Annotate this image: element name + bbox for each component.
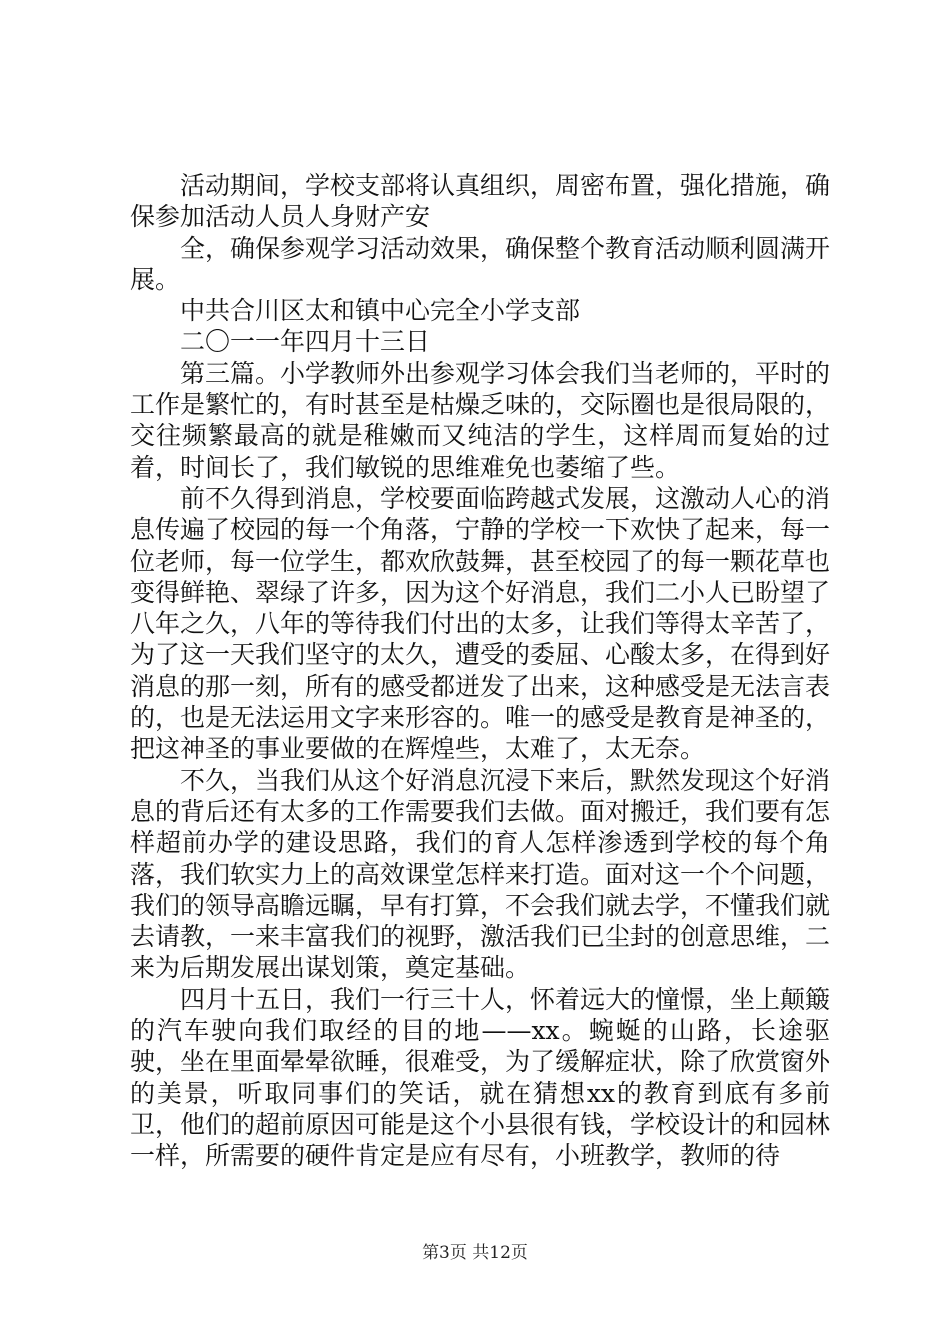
paragraph-activity-continuation: 全，确保参观学习活动效果，确保整个教育活动顺利圆满开展。 (130, 233, 831, 294)
page-number-label: 第3页 共12页 (422, 1243, 528, 1263)
paragraph-work-ahead: 不久，当我们从这个好消息沉浸下来后，默然发现这个好消息的背后还有太多的工作需要我们去做。面对搬迁，我们要有怎样超前办学的建设思路，我们的育人怎样渗透到学校的每个角落，我们软实力上的高效课堂怎样来打造。面对这一个个问题，我们的领导高瞻远瞩，早有打算，不会我们就去学，不懂我们就去请教，一来丰富我们的视野，激活我们已尘封的创意思维，二来为后期发展出谋划策，奠定基础。 (130, 765, 831, 983)
signature-date: 二〇一一年四月十三日 (180, 327, 431, 357)
document-body (130, 170, 830, 1172)
page-footer (0, 1238, 950, 1263)
paragraph-activity-arrangement: 活动期间，学校支部将认真组织，周密布置，强化措施，确保参加活动人员人身财产安 (130, 171, 831, 232)
paragraph-chapter-three-intro: 第三篇。小学教师外出参观学习体会我们当老师的，平时的工作是繁忙的，有时甚至是枯燥乏味的，交际圈也是很局限的，交往频繁最高的就是稚嫩而又纯洁的学生，这样周而复始的过着，时间长了，我们敏锐的思维难免也萎缩了些。 (130, 358, 831, 482)
paragraph-trip: 四月十五日，我们一行三十人，怀着远大的憧憬，坐上颠簸的汽车驶向我们取经的目的地——xx。蜿蜒的山路，长途驱驶，坐在里面晕晕欲睡，很难受，为了缓解症状，除了欣赏窗外的美景，听取同事们的笑话，就在猜想xx的教育到底有多前卫，他们的超前原因可能是这个小县很有钱，学校设计的和园林一样，所需要的硬件肯定是应有尽有，小班教学，教师的待 (130, 984, 831, 1171)
signature-organization: 中共合川区太和镇中心完全小学支部 (180, 296, 581, 326)
paragraph-good-news: 前不久得到消息，学校要面临跨越式发展，这激动人心的消息传遍了校园的每一个角落，宁静的学校一下欢快了起来，每一位老师，每一位学生，都欢欣鼓舞，甚至校园了的每一颗花草也变得鲜艳、翠绿了许多，因为这个好消息，我们二小人已盼望了八年之久，八年的等待我们付出的太多，让我们等得太辛苦了，为了这一天我们坚守的太久，遭受的委屈、心酸太多，在得到好消息的那一刻，所有的感受都迸发了出来，这种感受是无法言表的，也是无法运用文字来形容的。唯一的感受是教育是神圣的，把这神圣的事业要做的在辉煌些，太难了，太无奈。 (130, 483, 831, 764)
